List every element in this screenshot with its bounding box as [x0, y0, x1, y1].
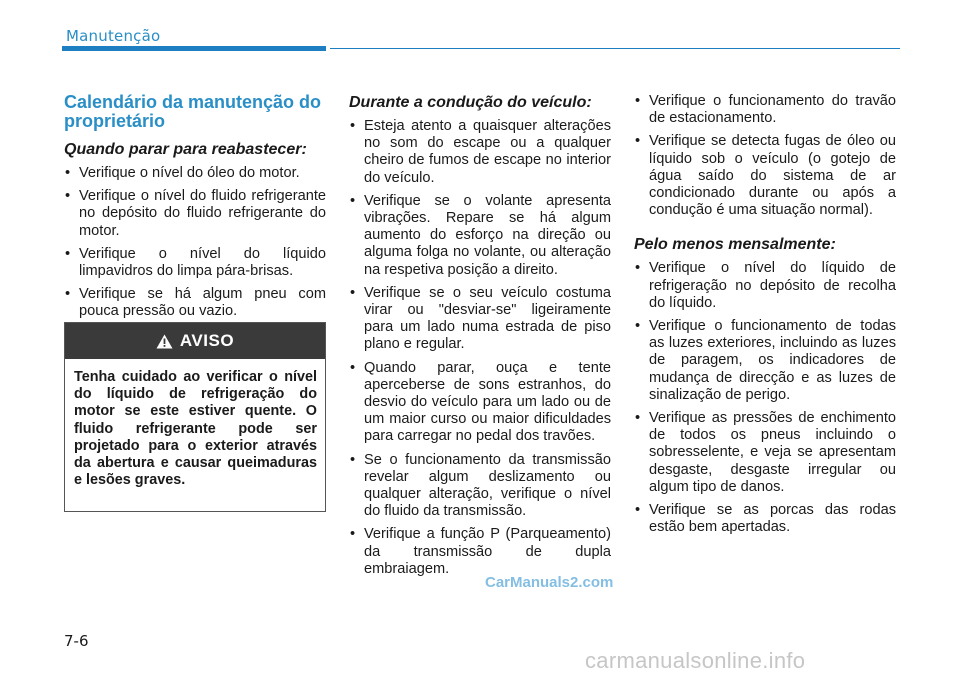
refuel-checklist	[64, 165, 326, 321]
warning-text: Tenha cuidado ao verificar o nível do líquido de refrigeração do motor se este estiver quente. O fluido refrigerante pode ser projetado para o exterior através da abertura e causar queimaduras e lesões graves.	[74, 369, 317, 489]
warning-triangle-icon	[156, 334, 173, 349]
warning-label: AVISO	[179, 331, 235, 350]
driving-checklist	[349, 118, 611, 578]
list-item: • Verifique se há algum pneu com pouca pressão ou vazio.	[64, 286, 326, 320]
driving-subheading: Durante a condução do veículo:	[349, 94, 592, 111]
page-heading: Calendário da manutenção do proprietário	[64, 92, 322, 131]
list-item: • Verifique se detecta fugas de óleo ou líquido sob o veículo (o gotejo de água saído do sistema de ar condicionado durante ou após a condução é uma situação normal).	[634, 133, 896, 219]
list-item: • Quando parar, ouça e tente aperceberse de sons estranhos, do desvio do veículo para um lado ou de um maior curso ou maior dificuldades para carregar no pedal dos travões.	[349, 360, 611, 446]
list-item: • Verifique as pressões de enchimento de todos os pneus incluindo o sobresselente, e veja se apresentam desgaste, desgaste irregular ou algum tipo de danos.	[634, 410, 896, 496]
monthly-subheading: Pelo menos mensalmente:	[634, 236, 836, 254]
list-item: • Verifique se o seu veículo costuma virar ou "desviar-se" ligeiramente para um lado numa estrada de piso plano e regular.	[349, 285, 611, 354]
list-item: • Verifique o nível do óleo do motor.	[64, 165, 326, 182]
list-item: • Verifique a função P (Parqueamento) da transmissão de dupla embraiagem.	[349, 526, 611, 578]
warning-header	[65, 323, 325, 359]
column-3	[634, 93, 896, 542]
page-number: 7-6	[64, 632, 89, 650]
list-item: • Verifique o nível do líquido de refrigeração no depósito de recolha do líquido.	[634, 260, 896, 312]
list-item: • Verifique se as porcas das rodas estão bem apertadas.	[634, 502, 896, 536]
column-1	[64, 93, 326, 327]
refuel-subheading: Quando parar para reabastecer:	[64, 141, 307, 158]
column-2	[349, 93, 611, 584]
watermark-large: carmanualsonline.info	[585, 648, 806, 673]
driving-checklist-continued	[634, 93, 896, 219]
section-title: Manutenção	[66, 27, 161, 45]
list-item: • Verifique o funcionamento de todas as luzes exteriores, incluindo as luzes de paragem, os indicadores de mudança de direcção e as luzes de sinalização de perigo.	[634, 318, 896, 404]
list-item: • Esteja atento a quaisquer alterações no som do escape ou a qualquer cheiro de fumos de escape no interior do veículo.	[349, 118, 611, 187]
list-item: • Verifique se o volante apresenta vibrações. Repare se há algum aumento do esforço na direção ou alguma folga no volante, ou alteração na respetiva posição a direito.	[349, 193, 611, 279]
monthly-checklist	[634, 260, 896, 536]
list-item: • Se o funcionamento da transmissão revelar algum deslizamento ou qualquer alteração, verifique o nível do fluido da transmissão.	[349, 452, 611, 521]
watermark-small: CarManuals2.com	[485, 574, 614, 591]
header-rule-thin	[330, 48, 900, 49]
header-rule-thick	[62, 46, 326, 51]
list-item: • Verifique o nível do fluido refrigerante no depósito do fluido refrigerante do motor.	[64, 188, 326, 240]
warning-box	[64, 322, 326, 512]
list-item: • Verifique o funcionamento do travão de estacionamento.	[634, 93, 896, 127]
list-item: • Verifique o nível do líquido limpavidros do limpa pára-brisas.	[64, 246, 326, 280]
